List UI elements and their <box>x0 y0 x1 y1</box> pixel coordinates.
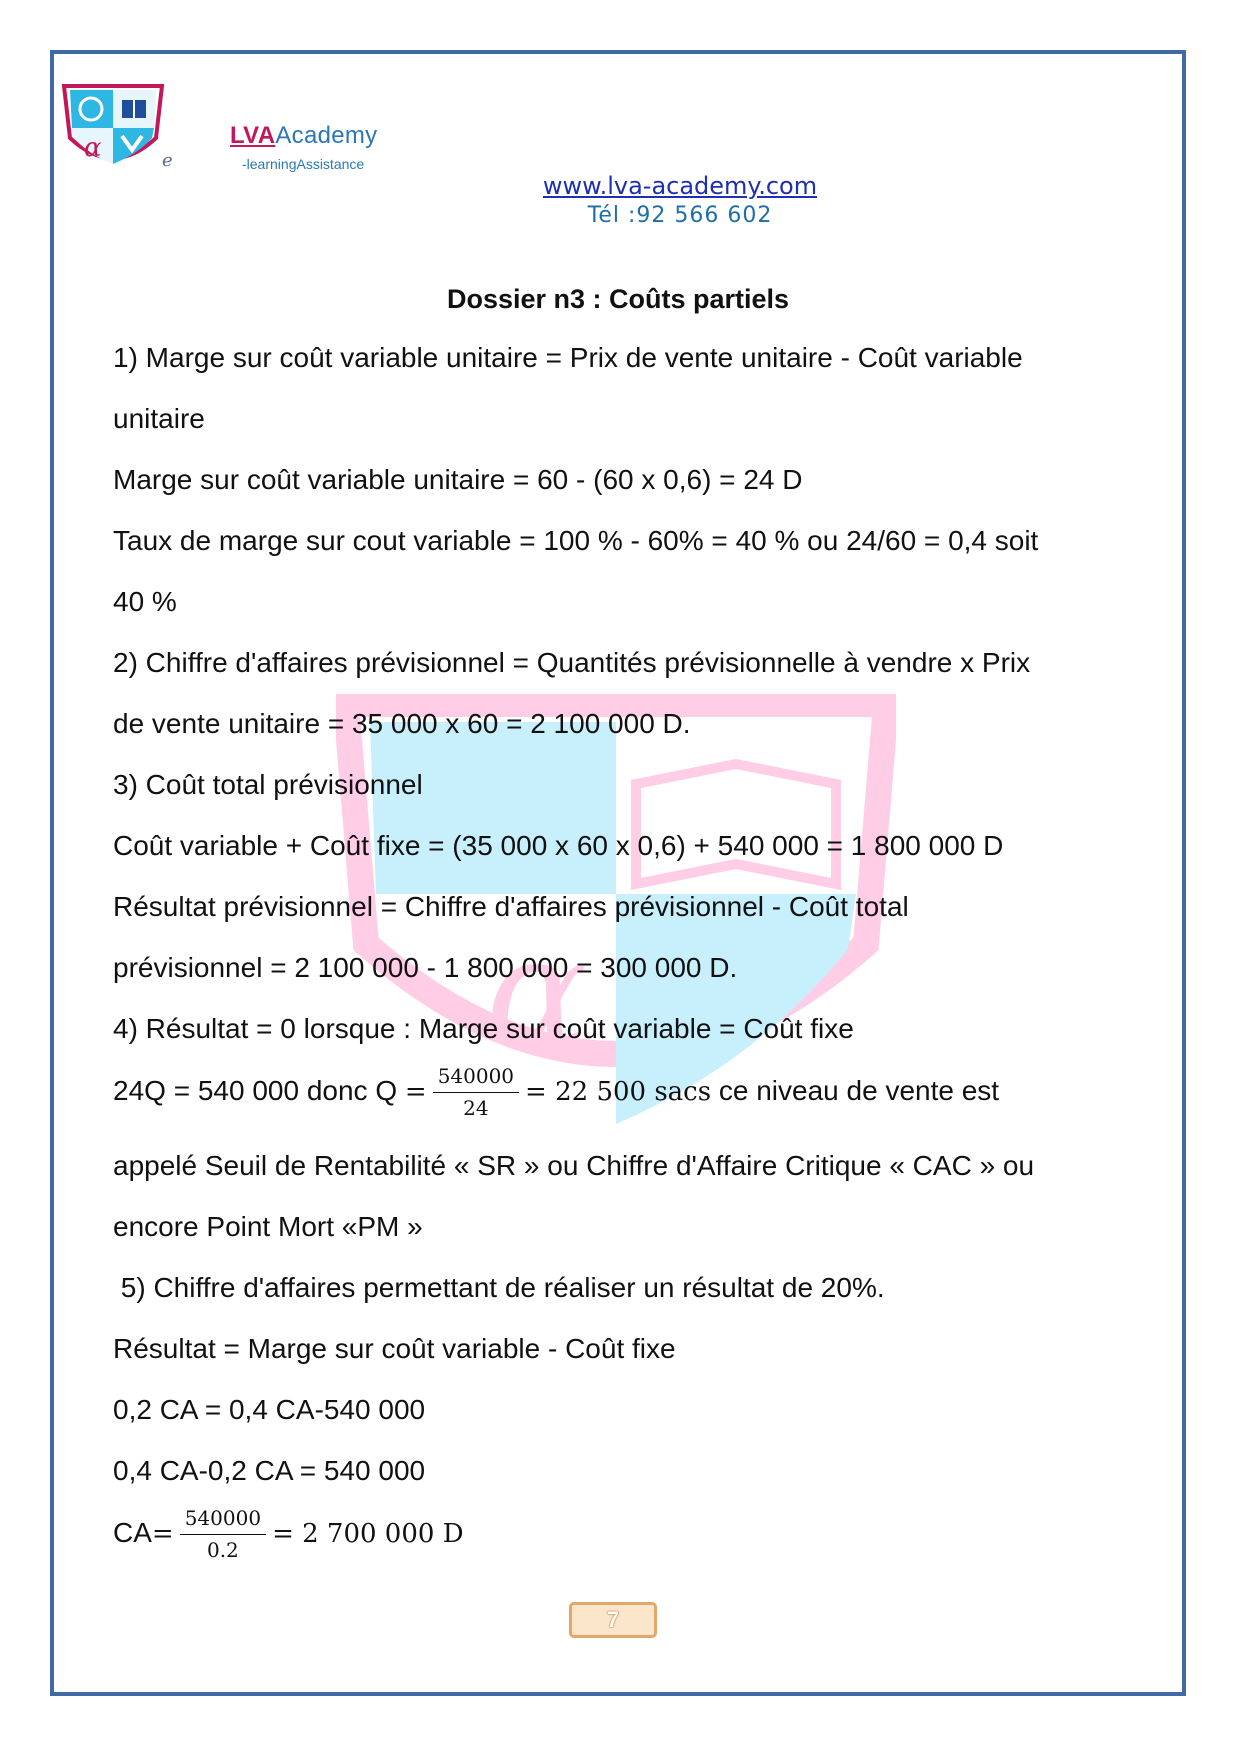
fraction-numerator: 540000 <box>180 1506 266 1535</box>
text-line: 0,2 CA = 0,4 CA-540 000 <box>113 1394 426 1425</box>
phone-number: Tél :92 566 602 <box>587 203 773 228</box>
text-line: de vente unitaire = 35 000 x 60 = 2 100 000 D. <box>113 708 691 739</box>
text-line: Taux de marge sur cout variable = 100 % - 60% = 40 % ou 24/60 = 0,4 soit <box>113 525 1039 556</box>
text-line: 2) Chiffre d'affaires prévisionnel = Quantités prévisionnelle à vendre x Prix <box>113 647 1031 678</box>
equation-result: = 22 500 sacs <box>525 1076 712 1107</box>
text-line: prévisionnel = 2 100 000 - 1 800 000 = 300 000 D. <box>113 952 738 983</box>
brand-name <box>230 122 378 150</box>
text-line: Marge sur coût variable unitaire = 60 - (60 x 0,6) = 24 D <box>113 464 803 495</box>
text-line: unitaire <box>113 403 205 434</box>
page-number-badge: 7 <box>569 1602 657 1638</box>
text-line: 4) Résultat = 0 lorsque : Marge sur coût variable = Coût fixe <box>113 1013 854 1044</box>
equation-text: CA <box>113 1516 152 1548</box>
text-line: 0,4 CA-0,2 CA = 540 000 <box>113 1455 426 1486</box>
text-line: encore Point Mort «PM » <box>113 1211 423 1242</box>
equation-breakeven <box>113 1064 999 1121</box>
fraction <box>433 1064 519 1121</box>
equals-sign: = <box>404 1076 427 1107</box>
equation-suffix: ce niveau de vente est <box>711 1074 1000 1106</box>
website-link[interactable]: www.lva-academy.com <box>542 172 818 200</box>
brand-tagline: -learningAssistance <box>242 156 365 172</box>
text-line: Coût variable + Coût fixe = (35 000 x 60 x 0,6) + 540 000 = 1 800 000 D <box>113 830 1004 861</box>
text-line: 5) Chiffre d'affaires permettant de réaliser un résultat de 20%. <box>113 1272 885 1303</box>
equation-result: = 2 700 000 D <box>272 1518 464 1549</box>
brand-lva: LVA <box>230 122 276 149</box>
text-line: Résultat prévisionnel = Chiffre d'affaires prévisionnel - Coût total <box>113 891 909 922</box>
page-title: Dossier n3 : Coûts partiels <box>446 284 790 314</box>
equals-sign: = <box>151 1518 174 1549</box>
fraction-denominator: 0.2 <box>206 1538 239 1562</box>
brand-academy: Academy <box>275 122 378 149</box>
fraction-numerator: 540000 <box>433 1064 519 1093</box>
text-line: 1) Marge sur coût variable unitaire = Prix de vente unitaire - Coût variable <box>113 342 1023 373</box>
equation-text: 24Q = 540 000 donc Q <box>113 1074 405 1106</box>
svg-text:α: α <box>486 906 588 1080</box>
text-line: 40 % <box>113 586 177 617</box>
svg-text:α: α <box>84 133 102 163</box>
fraction <box>180 1506 266 1563</box>
equation-turnover <box>113 1506 464 1563</box>
text-line: Résultat = Marge sur coût variable - Coût fixe <box>113 1333 676 1364</box>
logo-letter: e <box>162 150 173 171</box>
text-line: 3) Coût total prévisionnel <box>113 769 423 800</box>
fraction-denominator: 24 <box>463 1096 489 1120</box>
text-line: appelé Seuil de Rentabilité « SR » ou Chiffre d'Affaire Critique « CAC » ou <box>113 1150 1035 1181</box>
lva-logo-icon <box>58 80 168 172</box>
